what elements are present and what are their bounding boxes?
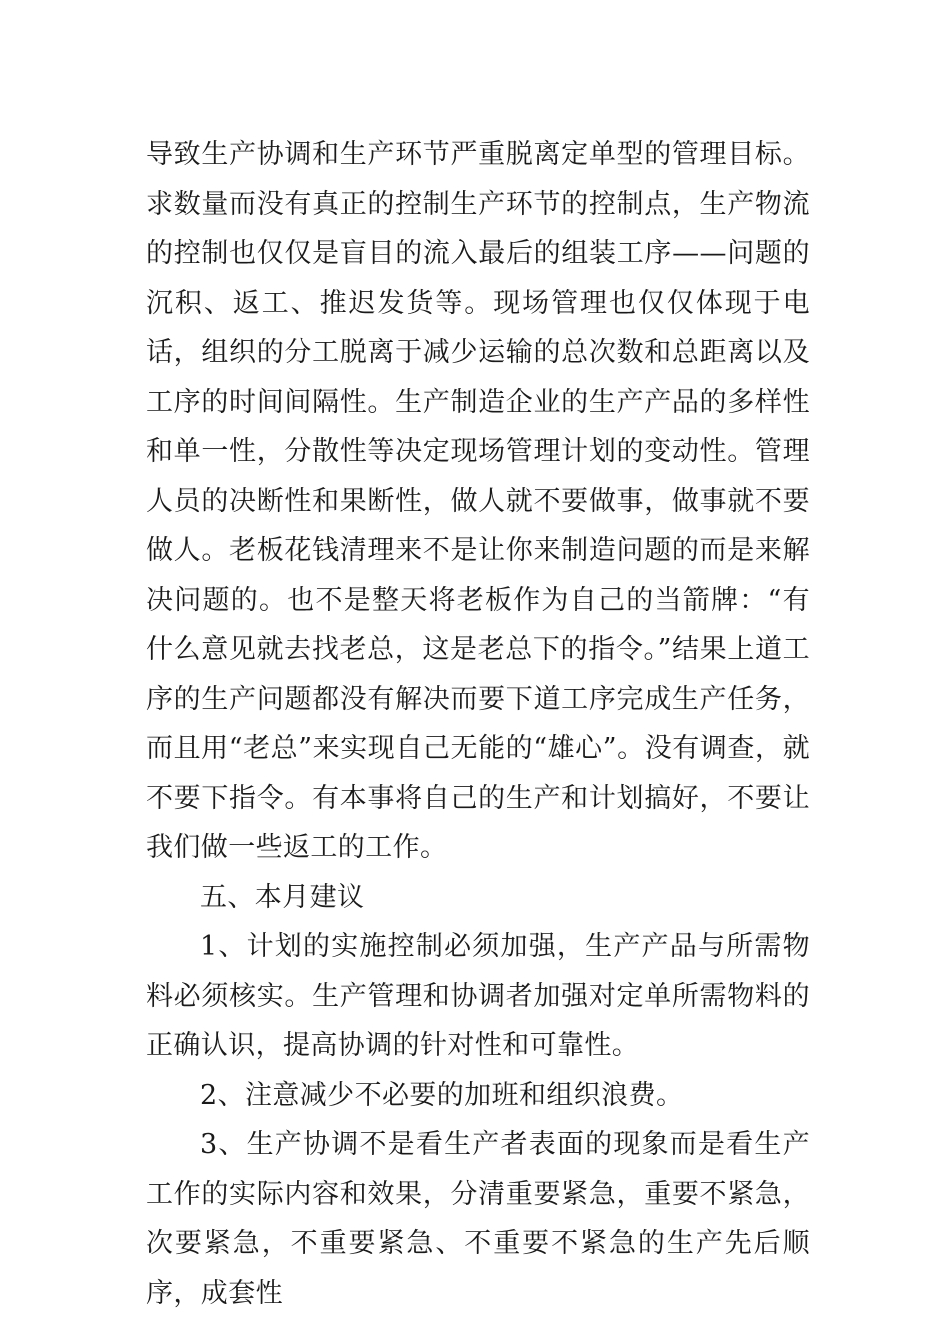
document-body <box>146 130 810 1318</box>
recommendation-item-1: 1、计划的实施控制必须加强，生产产品与所需物料必须核实。生产管理和协调者加强对定单所需物料的正确认识，提高协调的针对性和可靠性。 <box>146 931 810 1061</box>
recommendation-item-3: 3、生产协调不是看生产者表面的现象而是看生产工作的实际内容和效果，分清重要紧急，重要不紧急，次要紧急，不重要紧急、不重要不紧急的生产先后顺序，成套性 <box>146 1129 810 1309</box>
section-heading-recommendations: 五、本月建议 <box>200 881 365 913</box>
recommendation-item-2: 2、注意减少不必要的加班和组织浪费。 <box>200 1079 684 1111</box>
paragraph-continuation: 导致生产协调和生产环节严重脱离定单型的管理目标。求数量而没有真正的控制生产环节的控制点，生产物流的控制也仅仅是盲目的流入最后的组装工序——问题的沉积、返工、推迟发货等。现场管理也仅仅体现于电话，组织的分工脱离于减少运输的总次数和总距离以及工序的时间间隔性。生产制造企业的生产产品的多样性和单一性，分散性等决定现场管理计划的变动性。管理人员的决断性和果断性，做人就不要做事，做事就不要做人。老板花钱清理来不是让你来制造问题的而是来解决问题的。也不是整天将老板作为自己的当箭牌：“有什么意见就去找老总，这是老总下的指令。”结果上道工序的生产问题都没有解决而要下道工序完成生产任务，而且用“老总”来实现自己无能的“雄心”。没有调查，就不要下指令。有本事将自己的生产和计划搞好，不要让我们做一些返工的工作。 <box>146 139 810 863</box>
